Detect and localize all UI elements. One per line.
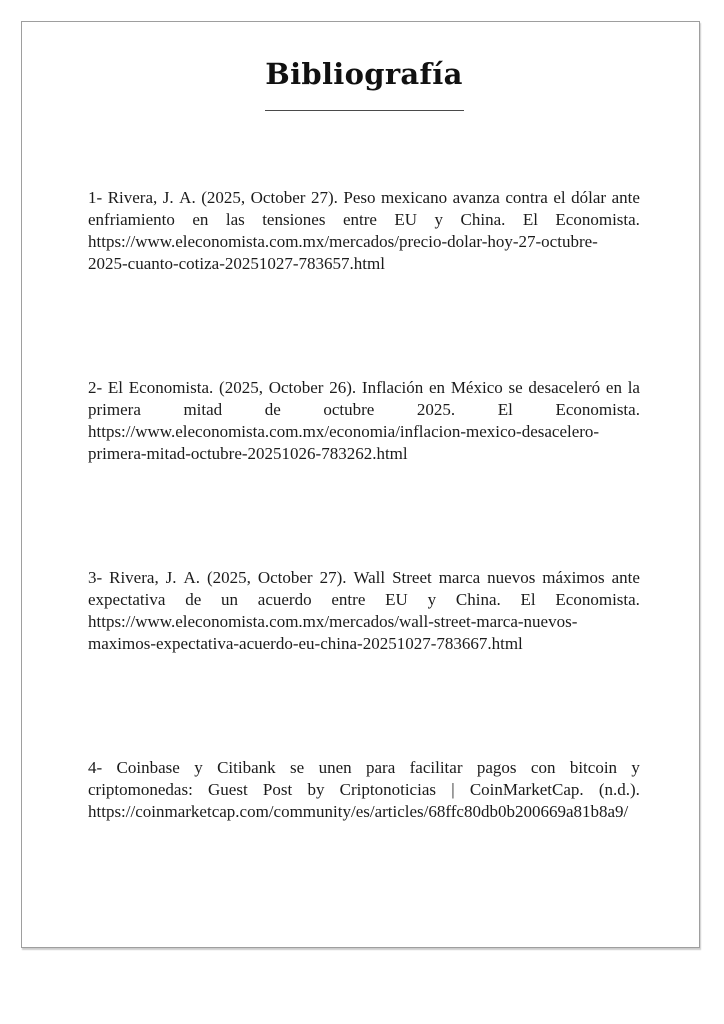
references-list	[88, 187, 640, 823]
reference-text-line: criptomonedas: Guest Post by Criptonoticias | CoinMarketCap. (n.d.).	[88, 780, 640, 799]
reference-text-line: maximos-expectativa-acuerdo-eu-china-20251027-783667.html	[88, 634, 523, 653]
reference-text-line: primera-mitad-octubre-20251026-783262.html	[88, 444, 408, 463]
reference-text-line: 1- Rivera, J. A. (2025, October 27). Peso mexicano avanza contra el dólar ante	[88, 188, 640, 207]
reference-text-line: 2- El Economista. (2025, October 26). Inflación en México se desaceleró en la	[88, 378, 640, 397]
reference-text-line: 4- Coinbase y Citibank se unen para facilitar pagos con bitcoin y	[88, 758, 640, 777]
reference-entry	[88, 757, 640, 823]
reference-entry	[88, 187, 640, 275]
reference-text-line: enfriamiento en las tensiones entre EU y China. El Economista.	[88, 210, 640, 229]
reference-text-line: primera mitad de octubre 2025. El Economista.	[88, 400, 640, 419]
reference-text-line: 2025-cuanto-cotiza-20251027-783657.html	[88, 254, 385, 273]
reference-url-line: https://www.eleconomista.com.mx/economia/inflacion-mexico-desacelero-	[88, 422, 600, 441]
reference-text-line: 3- Rivera, J. A. (2025, October 27). Wall Street marca nuevos máximos ante	[88, 568, 640, 587]
reference-text-line: expectativa de un acuerdo entre EU y China. El Economista.	[88, 590, 640, 609]
reference-url-line: https://coinmarketcap.com/community/es/articles/68ffc80db0b200669a81b8a9/	[88, 802, 629, 821]
reference-url-line: https://www.eleconomista.com.mx/mercados/wall-street-marca-nuevos-	[88, 612, 578, 631]
document-page	[21, 21, 700, 948]
page-title: Bibliografía	[265, 57, 463, 91]
title-underline	[265, 110, 464, 111]
reference-entry	[88, 567, 640, 655]
reference-url-line: https://www.eleconomista.com.mx/mercados/precio-dolar-hoy-27-octubre-	[88, 232, 598, 251]
reference-entry	[88, 377, 640, 465]
